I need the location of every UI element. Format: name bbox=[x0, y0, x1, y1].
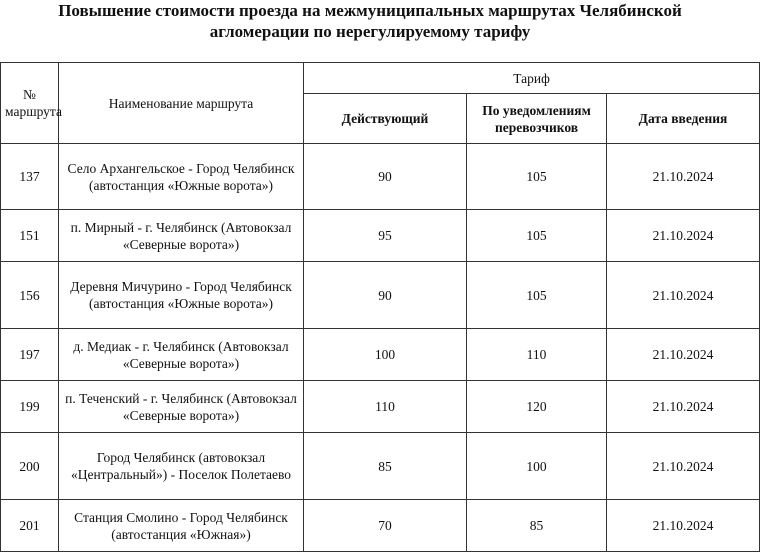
header-current: Действующий bbox=[304, 94, 467, 144]
table-row bbox=[1, 500, 760, 552]
current-fare-cell: 70 bbox=[304, 500, 467, 552]
route-number-cell: 201 bbox=[1, 500, 59, 552]
date-cell: 21.10.2024 bbox=[607, 381, 760, 433]
header-route-name: Наименование маршрута bbox=[59, 63, 304, 144]
header-route-number: № маршрута bbox=[1, 63, 59, 144]
route-number-cell: 151 bbox=[1, 210, 59, 262]
title-line-2: агломерации по нерегулируемому тарифу bbox=[209, 22, 531, 41]
title-line-1: Повышение стоимости проезда на межмуниципальных маршрутах Челябинской bbox=[58, 1, 682, 20]
route-name-cell: п. Теченский - г. Челябинск (Автовокзал «Северные ворота») bbox=[59, 381, 304, 433]
route-number-cell: 156 bbox=[1, 262, 59, 329]
table-row bbox=[1, 329, 760, 381]
header-tariff: Тариф bbox=[304, 63, 760, 94]
route-name-cell: д. Медиак - г. Челябинск (Автовокзал «Северные ворота») bbox=[59, 329, 304, 381]
current-fare-cell: 95 bbox=[304, 210, 467, 262]
route-name-cell: Город Челябинск (автовокзал «Центральный») - Поселок Полетаево bbox=[59, 433, 304, 500]
route-number-cell: 197 bbox=[1, 329, 59, 381]
notified-fare-cell: 105 bbox=[467, 210, 607, 262]
route-number-cell: 200 bbox=[1, 433, 59, 500]
table-row bbox=[1, 210, 760, 262]
notified-fare-cell: 85 bbox=[467, 500, 607, 552]
route-number-cell: 199 bbox=[1, 381, 59, 433]
route-name-cell: п. Мирный - г. Челябинск (Автовокзал «Северные ворота») bbox=[59, 210, 304, 262]
table-row bbox=[1, 144, 760, 210]
notified-fare-cell: 100 bbox=[467, 433, 607, 500]
notified-fare-cell: 120 bbox=[467, 381, 607, 433]
header-notified: По уведомлениям перевозчиков bbox=[467, 94, 607, 144]
date-cell: 21.10.2024 bbox=[607, 500, 760, 552]
fare-table bbox=[0, 62, 760, 552]
header-row-1 bbox=[1, 63, 760, 94]
route-name-cell: Село Архангельское - Город Челябинск (автостанция «Южные ворота») bbox=[59, 144, 304, 210]
route-number-cell: 137 bbox=[1, 144, 59, 210]
date-cell: 21.10.2024 bbox=[607, 210, 760, 262]
current-fare-cell: 110 bbox=[304, 381, 467, 433]
notified-fare-cell: 110 bbox=[467, 329, 607, 381]
header-date: Дата введения bbox=[607, 94, 760, 144]
current-fare-cell: 100 bbox=[304, 329, 467, 381]
current-fare-cell: 90 bbox=[304, 262, 467, 329]
document-title bbox=[0, 0, 740, 42]
notified-fare-cell: 105 bbox=[467, 262, 607, 329]
current-fare-cell: 90 bbox=[304, 144, 467, 210]
current-fare-cell: 85 bbox=[304, 433, 467, 500]
date-cell: 21.10.2024 bbox=[607, 433, 760, 500]
table-row bbox=[1, 433, 760, 500]
notified-fare-cell: 105 bbox=[467, 144, 607, 210]
date-cell: 21.10.2024 bbox=[607, 262, 760, 329]
table-row bbox=[1, 381, 760, 433]
route-name-cell: Деревня Мичурино - Город Челябинск (автостанция «Южные ворота») bbox=[59, 262, 304, 329]
date-cell: 21.10.2024 bbox=[607, 144, 760, 210]
date-cell: 21.10.2024 bbox=[607, 329, 760, 381]
route-name-cell: Станция Смолино - Город Челябинск (автостанция «Южная») bbox=[59, 500, 304, 552]
table-row bbox=[1, 262, 760, 329]
